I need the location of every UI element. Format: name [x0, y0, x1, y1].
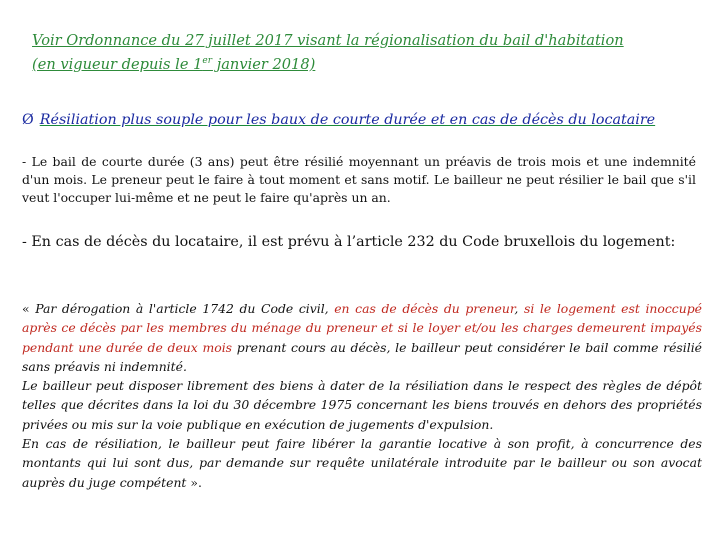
quote-open: « [22, 301, 36, 316]
quote-part5: prenant cours au décès, le bailleur peut considérer le bail comme résilié sans préavis ni indemnité. [22, 339, 702, 374]
quote-part3: , [514, 301, 524, 316]
ordinance-reference-line2: (en vigueur depuis le 1er janvier 2018) [32, 55, 316, 73]
ordinance-reference-line1: Voir Ordonnance du 27 juillet 2017 visant la régionalisation du bail d'habitation [32, 32, 624, 49]
quote-paragraph-2: Le bailleur peut disposer librement des biens à dater de la résiliation dans le respect des règles de dépôt telles que décrites dans la loi du 30 décembre 1975 concernant les biens trouvés en dehors des propriétés privées ou mis sur la voie publique en exécution de jugements d'expulsion. [22, 378, 702, 432]
section-heading-text: Résiliation plus souple pour les baux de courte durée et en cas de décès du locataire [39, 112, 656, 128]
quote-paragraph-3: En cas de résiliation, le bailleur peut faire libérer la garantie locative à son profit, à concurrence des montants qui lui sont dus, par demande sur requête unilatérale introduite par le bailleur ou son avocat auprès du juge compétent [22, 436, 702, 490]
quote-part1: Par dérogation à l'article 1742 du Code civil, [35, 301, 335, 316]
superscript-er: er [202, 56, 213, 66]
quote-highlight-death: en cas de décès du preneur [334, 301, 515, 316]
quote-highlight-conditions: si le logement est inoccupé après ce décès par les membres du ménage du preneur et si le loyer et/ou les charges demeurent impayés pendant une durée de deux mois [22, 301, 702, 355]
legal-quote [22, 299, 702, 492]
arrow-bullet-icon: Ø [22, 112, 34, 128]
quote-close: ». [186, 474, 202, 490]
section-heading [22, 110, 712, 130]
ordinance-reference[interactable] [32, 31, 672, 75]
short-lease-paragraph: - Le bail de courte durée (3 ans) peut être résilié moyennant un préavis de trois mois et une indemnité d'un mois. Le preneur peut le faire à tout moment et sans motif. Le bailleur ne peut résilier le bail que s'il veut l'occuper lui-même et ne peut le faire qu'après un an. [22, 154, 696, 205]
tenant-death-paragraph: - En cas de décès du locataire, il est prévu à l’article 232 du Code bruxellois du logement: [22, 234, 676, 250]
